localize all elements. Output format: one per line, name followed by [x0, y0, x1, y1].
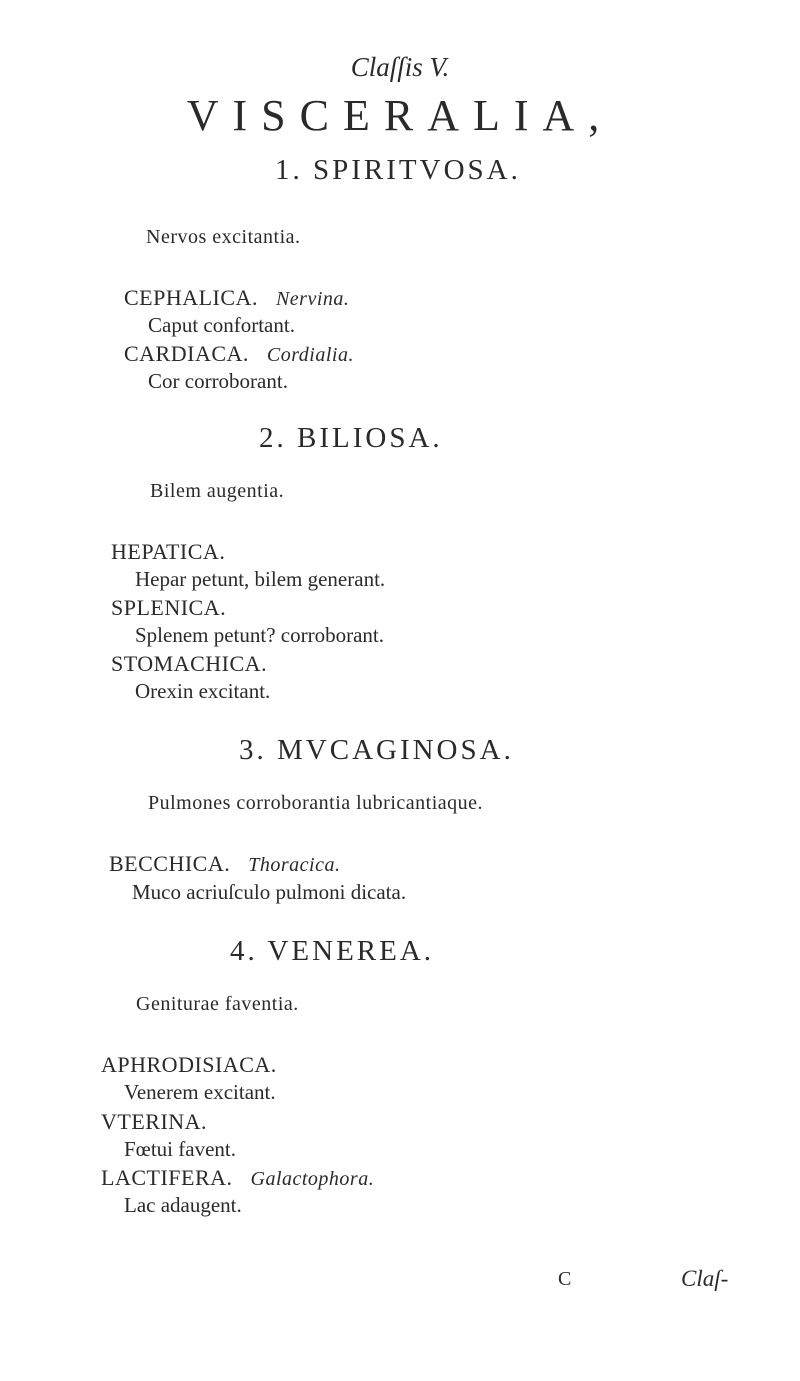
entry-vterina-desc: Fœtui favent.	[124, 1137, 236, 1161]
entry-cephalica-latin: Nervina.	[275, 288, 350, 310]
entry-lactifera	[101, 1165, 374, 1191]
entry-splenica	[111, 595, 226, 621]
entry-cardiaca-name: CARDIACA.	[124, 341, 249, 366]
section-4-heading	[230, 935, 434, 968]
section-2-title: BILIOSA.	[297, 422, 443, 454]
entry-hepatica-desc: Hepar petunt, bilem generant.	[135, 567, 386, 591]
entry-stomachica-name: STOMACHICA.	[111, 651, 268, 676]
section-2-note: Bilem augentia.	[150, 480, 285, 502]
section-3-note: Pulmones corroborantia lubricantiaque.	[148, 792, 484, 814]
entry-becchica-name: BECCHICA.	[109, 851, 231, 876]
section-4-title: VENEREA.	[267, 935, 435, 967]
entry-becchica-desc: Muco acriuſculo pulmoni dicata.	[132, 880, 407, 904]
entry-cardiaca-desc: Cor corroborant.	[148, 369, 288, 393]
entry-stomachica-desc: Orexin excitant.	[135, 679, 271, 703]
entry-cephalica	[124, 285, 349, 311]
entry-splenica-desc: Splenem petunt? corroborant.	[135, 623, 385, 647]
entry-cephalica-desc: Caput confortant.	[148, 313, 295, 337]
signature-mark: C	[558, 1268, 572, 1290]
entry-aphrodisiaca-name: APHRODISIACA.	[101, 1052, 277, 1077]
section-1-number: 1.	[275, 154, 303, 186]
section-1-note: Nervos excitantia.	[146, 226, 301, 248]
entry-vterina	[101, 1109, 207, 1135]
entry-cardiaca-latin: Cordialia.	[266, 344, 354, 366]
entry-cardiaca	[124, 341, 354, 367]
entry-stomachica	[111, 651, 267, 677]
entry-lactifera-name: LACTIFERA.	[101, 1165, 233, 1190]
entry-aphrodisiaca-desc: Venerem excitant.	[124, 1080, 276, 1104]
class-heading: Claſſis V.	[350, 52, 450, 82]
section-4-number: 4.	[230, 935, 258, 967]
section-3-title: MVCAGINOSA.	[277, 734, 514, 766]
entry-aphrodisiaca	[101, 1052, 277, 1078]
entry-becchica-latin: Thoracica.	[248, 854, 341, 876]
section-3-heading	[239, 734, 514, 767]
catchword: Claſ-	[681, 1266, 729, 1291]
entry-splenica-name: SPLENICA.	[111, 595, 227, 620]
entry-becchica	[109, 851, 340, 877]
section-3-number: 3.	[239, 734, 267, 766]
section-4-note: Geniturae faventia.	[136, 993, 299, 1015]
entry-vterina-name: VTERINA.	[101, 1109, 208, 1134]
section-2-heading	[259, 422, 443, 455]
entry-lactifera-latin: Galactophora.	[250, 1168, 375, 1190]
section-2-number: 2.	[259, 422, 287, 454]
main-title: VISCERALIA,	[186, 91, 614, 140]
section-1-heading	[275, 154, 521, 187]
entry-hepatica-name: HEPATICA.	[111, 539, 226, 564]
entry-lactifera-desc: Lac adaugent.	[124, 1193, 242, 1217]
section-1-title: SPIRITVOSA.	[313, 154, 521, 186]
entry-hepatica	[111, 539, 225, 565]
entry-cephalica-name: CEPHALICA.	[124, 285, 258, 310]
